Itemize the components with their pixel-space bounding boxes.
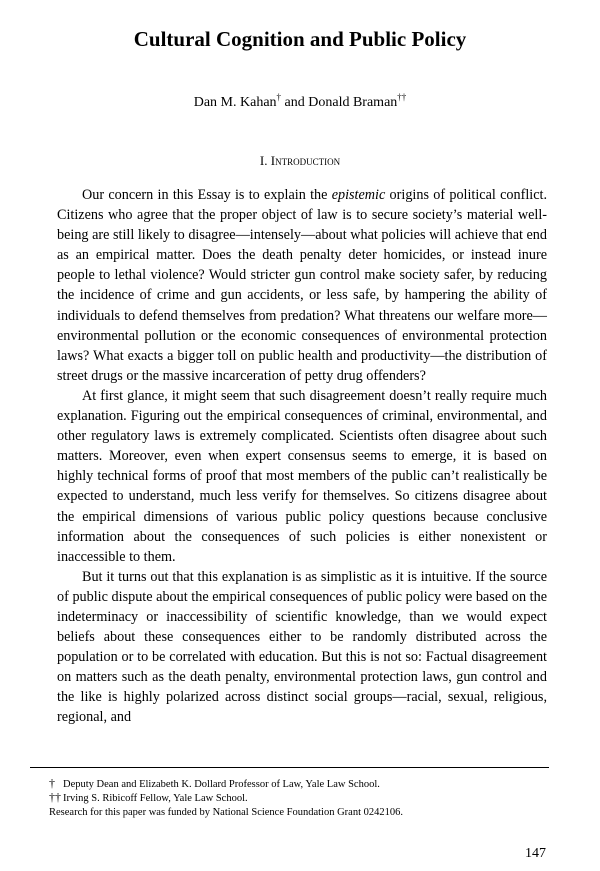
footnote-divider	[30, 767, 549, 768]
emphasized-word: epistemic	[331, 187, 386, 203]
footnote-text: Irving S. Ribicoff Fellow, Yale Law School.	[63, 793, 248, 804]
footnote-marker: †	[276, 92, 282, 102]
body-text	[57, 185, 547, 728]
author-connector: and	[281, 95, 309, 110]
footnote-marker: ††	[397, 92, 407, 102]
paper-title: Cultural Cognition and Public Policy	[133, 27, 467, 51]
footnote	[49, 792, 549, 806]
page-number: 147	[525, 846, 546, 861]
footnotes	[49, 778, 549, 820]
author-line	[0, 94, 600, 112]
footnote	[49, 778, 549, 792]
author-name: Dan M. Kahan	[193, 95, 277, 110]
paragraph: At first glance, it might seem that such disagreement doesn’t really require much explanation. Figuring out the empirical consequences of criminal, environmental, and other regulatory laws is extremely complicated. Scientists often disagree about such matters. Moreover, even when expert consensus seems to emerge, it is based on highly technical forms of proof that most members of the public can’t realistically be expected to understand, much less verify for themselves. So citizens disagree about the empirical dimensions of various public policy questions because conclusive information about the consequences of such policies is either nonexistent or inaccessible to them.	[57, 387, 547, 565]
footnote-text: Deputy Dean and Elizabeth K. Dollard Professor of Law, Yale Law School.	[63, 779, 380, 790]
paragraph	[57, 185, 547, 386]
funding-note: Research for this paper was funded by National Science Foundation Grant 0242106.	[49, 807, 403, 818]
footnote-mark: ††	[49, 790, 61, 804]
paragraph-text: origins of political conflict. Citizens who agree that the proper object of law is to secure society’s material well-being are still likely to disagree—intensely—about what policies will achieve that end as an empirical matter. Does the death penalty deter homicides, or instead inure people to lethal violence? Would stricter gun control make society safer, by reducing the incidence of crime and gun accidents, or less safe, by hampering the ability of individuals to defend themselves from predation? What threatens our welfare more—environmental pollution or the economic consequences of environmental protection laws? What exacts a bigger toll on public health and productivity—the distribution of street drugs or the massive incarceration of petty drug offenders?	[57, 187, 547, 384]
paragraph-text: Our concern in this Essay is to explain the	[82, 187, 332, 203]
section-heading: I. Introduction	[259, 153, 341, 168]
footnote-mark: †	[49, 776, 55, 790]
paragraph: But it turns out that this explanation is as simplistic as it is intuitive. If the source of public dispute about the empirical consequences of public policy were based on the indeterminacy or inaccessibility of scientific knowledge, than we would expect beliefs about these consequences either to be randomly distributed across the population or to be correlated with education. But this is not so: Factual disagreement on matters such as the death penalty, environmental protection laws, gun control and the like is highly polarized across distinct social groups—racial, sexual, religious, regional, and	[57, 568, 547, 726]
author-name: Donald Braman	[308, 95, 398, 110]
